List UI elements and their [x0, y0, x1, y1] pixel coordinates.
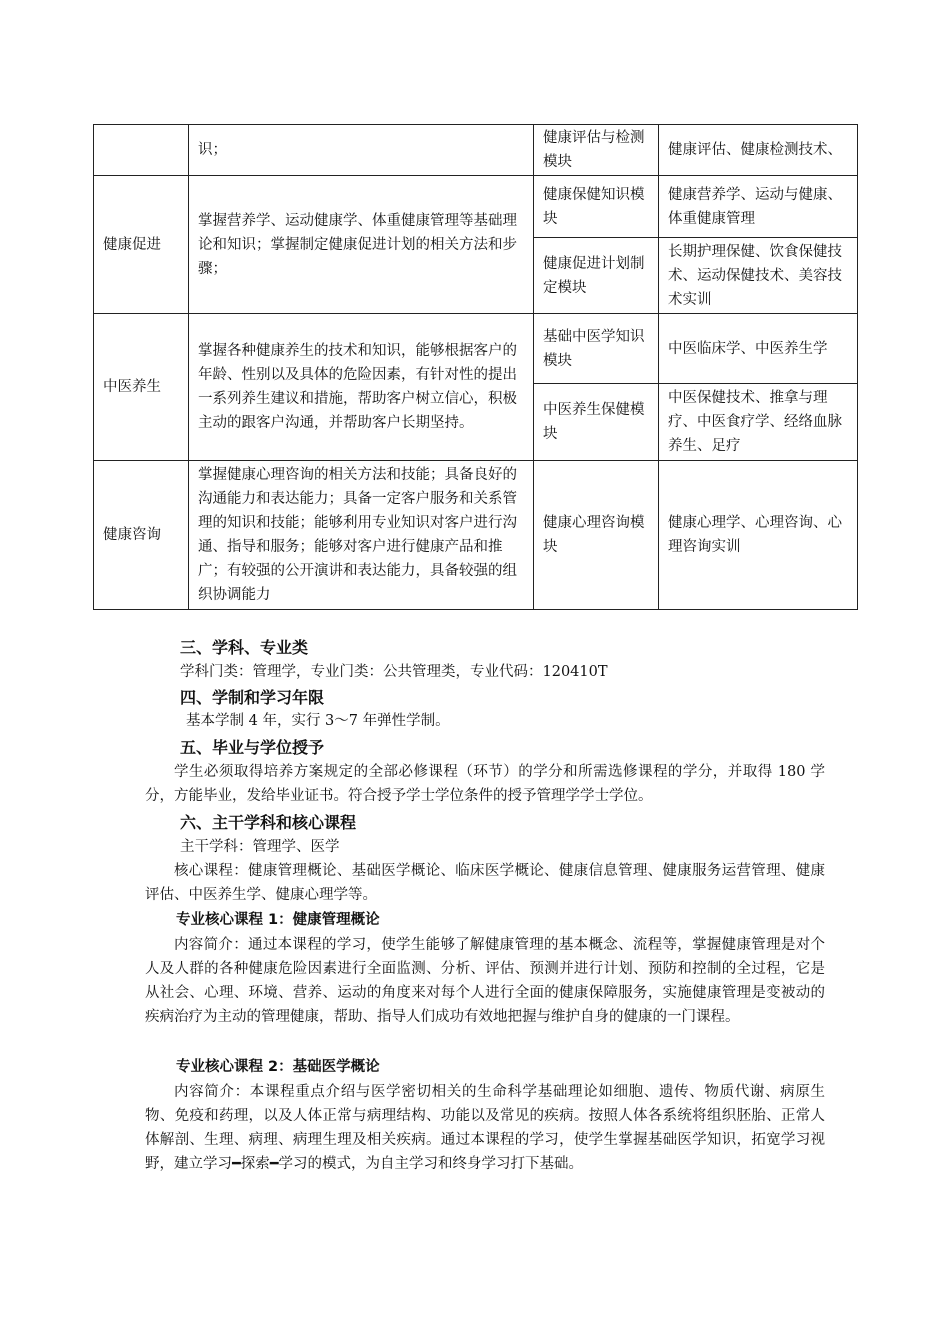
module-cell: 健康心理咨询模块	[534, 461, 659, 610]
table-row	[94, 176, 858, 238]
courses-cell: 健康营养学、运动与健康、体重健康管理	[659, 176, 858, 238]
category-cell: 健康咨询	[94, 461, 189, 610]
section-5-heading: 五、毕业与学位授予	[180, 738, 325, 757]
courses-cell: 健康心理学、心理咨询、心理咨询实训	[659, 461, 858, 610]
description-cell: 掌握各种健康养生的技术和知识，能够根据客户的年龄、性别以及具体的危险因素，有针对性的提出一系列养生建议和措施，帮助客户树立信心，积极主动的跟客户沟通，并帮助客户长期坚持。	[189, 314, 534, 461]
core-course-2-text: 内容简介：本课程重点介绍与医学密切相关的生命科学基础理论如细胞、遗传、物质代谢、病原生物、免疫和药理，以及人体正常与病理结构、功能以及常见的疾病。按照人体各系统将组织胚胎、正常人体解剖、生理、病理、病理生理及相关疾病。通过本课程的学习，使学生掌握基础医学知识，拓宽学习视野，建立学习━探索━学习的模式，为自主学习和终身学习打下基础。	[145, 1084, 825, 1172]
category-cell: 中医养生	[94, 314, 189, 461]
table-row	[94, 461, 858, 610]
section-3-text: 学科门类：管理学，专业门类：公共管理类，专业代码：120410T	[180, 664, 608, 680]
courses-cell: 中医保健技术、推拿与理疗、中医食疗学、经络血脉养生、足疗	[659, 384, 858, 461]
section-4-text: 基本学制 4 年，实行 3～7 年弹性学制。	[186, 713, 450, 729]
core-course-2-title: 专业核心课程 2：基础医学概论	[176, 1059, 380, 1075]
description-cell: 识；	[189, 125, 534, 176]
courses-cell: 中医临床学、中医养生学	[659, 314, 858, 384]
module-cell: 健康评估与检测模块	[534, 125, 659, 176]
table-row	[94, 125, 858, 176]
core-courses: 核心课程：健康管理概论、基础医学概论、临床医学概论、健康信息管理、健康服务运营管理、健康评估、中医养生学、健康心理学等。	[145, 863, 825, 903]
section-5-text: 学生必须取得培养方案规定的全部必修课程（环节）的学分和所需选修课程的学分，并取得 180 学分，方能毕业，发给毕业证书。符合授予学士学位条件的授予管理学学士学位。	[145, 764, 825, 804]
module-cell: 中医养生保健模块	[534, 384, 659, 461]
category-cell: 健康促进	[94, 176, 189, 314]
module-cell: 基础中医学知识模块	[534, 314, 659, 384]
core-course-1-title: 专业核心课程 1：健康管理概论	[176, 912, 380, 928]
main-disciplines: 主干学科：管理学、医学	[180, 839, 340, 855]
competency-table	[93, 124, 858, 610]
core-course-1-text: 内容简介：通过本课程的学习，使学生能够了解健康管理的基本概念、流程等，掌握健康管理是对个人及人群的各种健康危险因素进行全面监测、分析、评估、预测并进行计划、预防和控制的全过程，它是从社会、心理、环境、营养、运动的角度来对每个人进行全面的健康保障服务，实施健康管理是变被动的疾病治疗为主动的管理健康，帮助、指导人们成功有效地把握与维护自身的健康的一门课程。	[145, 937, 825, 1025]
category-cell	[94, 125, 189, 176]
section-4-heading: 四、学制和学习年限	[180, 688, 325, 707]
description-cell: 掌握营养学、运动健康学、体重健康管理等基础理论和知识；掌握制定健康促进计划的相关方法和步骤；	[189, 176, 534, 314]
section-3-heading: 三、学科、专业类	[180, 638, 309, 657]
table-row	[94, 314, 858, 384]
courses-cell: 长期护理保健、饮食保健技术、运动保健技术、美容技术实训	[659, 238, 858, 314]
module-cell: 健康促进计划制定模块	[534, 238, 659, 314]
module-cell: 健康保健知识模块	[534, 176, 659, 238]
section-6-heading: 六、主干学科和核心课程	[180, 813, 357, 832]
courses-cell: 健康评估、健康检测技术、	[659, 125, 858, 176]
description-cell: 掌握健康心理咨询的相关方法和技能；具备良好的沟通能力和表达能力；具备一定客户服务和关系管理的知识和技能；能够利用专业知识对客户进行沟通、指导和服务；能够对客户进行健康产品和推广；有较强的公开演讲和表达能力，具备较强的组织协调能力	[189, 461, 534, 610]
